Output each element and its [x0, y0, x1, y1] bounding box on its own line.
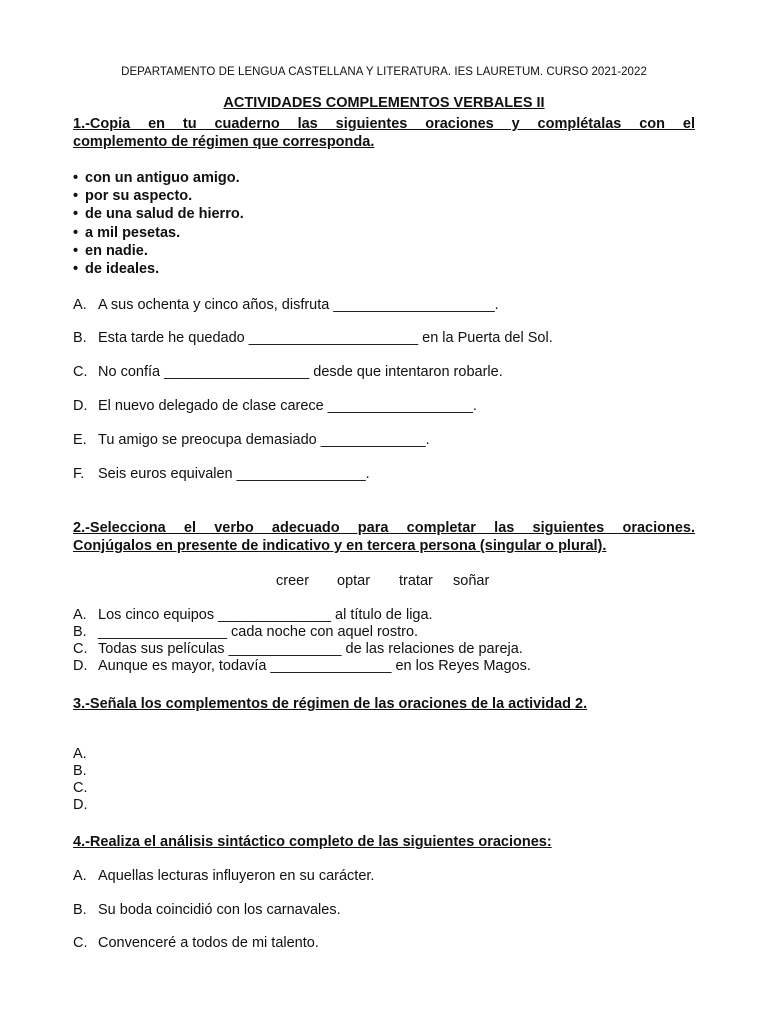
exercise4-item: B. Su boda coincidió con los carnavales.	[73, 902, 341, 918]
verb-option: optar	[337, 573, 371, 589]
verb-option: tratar	[399, 573, 433, 589]
answer-letter: D.	[73, 797, 88, 813]
bullet-dot-icon: •	[73, 206, 79, 222]
bullet-item: • a mil pesetas.	[73, 225, 181, 241]
exercise1-item: B. Esta tarde he quedado _____________________ en la Puerta del Sol.	[73, 330, 553, 346]
verb-option: soñar	[453, 573, 490, 589]
section1-instruction-line1: 1.-Copia en tu cuaderno las siguientes oraciones y complétalas con el	[73, 116, 695, 132]
bullet-item: • por su aspecto.	[73, 188, 193, 204]
section1-instruction-line2: complemento de régimen que corresponda.	[73, 134, 375, 150]
exercise2-item: C. Todas sus películas ______________ de las relaciones de pareja.	[73, 641, 523, 657]
bullet-dot-icon: •	[73, 225, 79, 241]
answer-letter: C.	[73, 780, 88, 796]
section4-instruction: 4.-Realiza el análisis sintáctico completo de las siguientes oraciones:	[73, 834, 552, 850]
exercise2-item: D. Aunque es mayor, todavía _______________ en los Reyes Magos.	[73, 658, 531, 674]
bullet-item: • de ideales.	[73, 261, 160, 277]
bullet-item: • de una salud de hierro.	[73, 206, 244, 222]
section2-instruction-line2: Conjúgalos en presente de indicativo y en tercera persona (singular o plural).	[73, 538, 607, 554]
exercise4-item: A. Aquellas lecturas influyeron en su carácter.	[73, 868, 375, 884]
exercise4-item: C. Convenceré a todos de mi talento.	[73, 935, 319, 951]
exercise1-item: E. Tu amigo se preocupa demasiado _____________.	[73, 432, 430, 448]
bullet-dot-icon: •	[73, 243, 79, 259]
section1-instruction	[73, 115, 695, 151]
exercise1-item: A. A sus ochenta y cinco años, disfruta ____________________.	[73, 297, 499, 313]
section2-instruction-line1: 2.-Selecciona el verbo adecuado para completar las siguientes oraciones.	[73, 520, 695, 536]
answer-letter: B.	[73, 763, 87, 779]
exercise2-item: A. Los cinco equipos ______________ al título de liga.	[73, 607, 433, 623]
bullet-item: • con un antiguo amigo.	[73, 170, 240, 186]
section3-instruction: 3.-Señala los complementos de régimen de las oraciones de la actividad 2.	[73, 696, 588, 712]
section2-instruction	[73, 519, 695, 555]
page-title: ACTIVIDADES COMPLEMENTOS VERBALES II	[223, 95, 545, 111]
exercise1-item: C. No confía __________________ desde que intentaron robarle.	[73, 364, 503, 380]
exercise2-item: B. ________________ cada noche con aquel rostro.	[73, 624, 419, 640]
verb-option: creer	[276, 573, 310, 589]
exercise1-item: D. El nuevo delegado de clase carece __________________.	[73, 398, 477, 414]
exercise1-item: F. Seis euros equivalen ________________.	[73, 466, 370, 482]
bullet-dot-icon: •	[73, 261, 79, 277]
bullet-item: • en nadie.	[73, 243, 148, 259]
department-header: DEPARTAMENTO DE LENGUA CASTELLANA Y LITERATURA. IES LAURETUM. CURSO 2021-2022	[121, 66, 647, 78]
bullet-dot-icon: •	[73, 170, 79, 186]
answer-letter: A.	[73, 746, 87, 762]
bullet-dot-icon: •	[73, 188, 79, 204]
